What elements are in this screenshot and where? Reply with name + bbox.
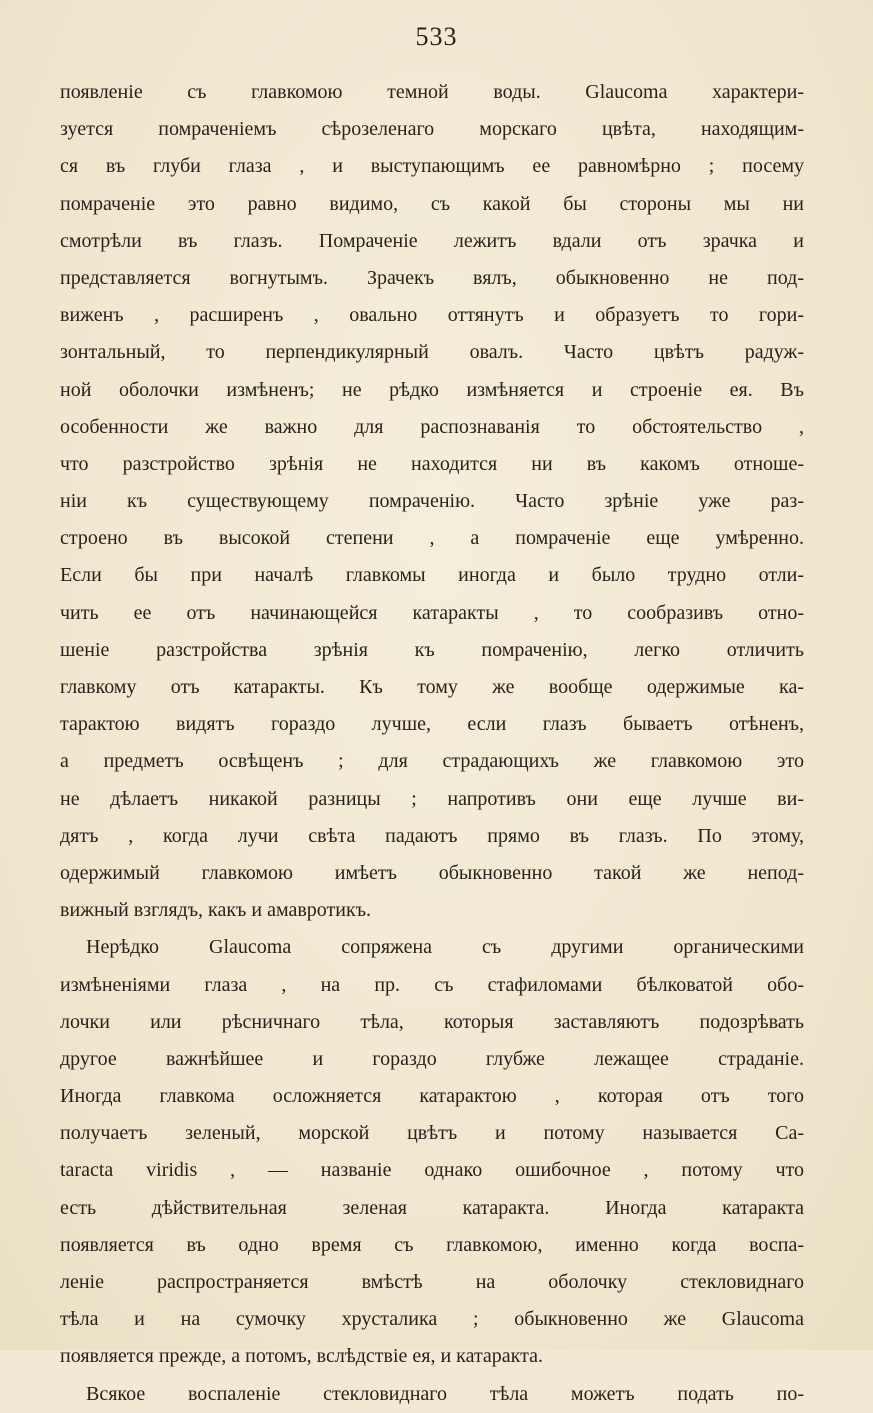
- text-line: Нерѣдко Glaucoma сопряжена съ другими органическими: [86, 936, 804, 959]
- text-line: одержимый главкомою имѣетъ обыкновенно такой же непод-: [60, 861, 804, 884]
- text-line: получаетъ зеленый, морской цвѣтъ и потому называется Ca-: [60, 1122, 804, 1145]
- text-line: что разстройство зрѣнія не находится ни въ какомъ отноше-: [60, 452, 804, 475]
- text-line: ніи къ существующему помраченію. Часто зрѣніе уже раз-: [60, 490, 804, 513]
- text-line: зуется помраченіемъ сѣрозеленаго морскаго цвѣта, находящим-: [60, 118, 804, 141]
- text-line: ной оболочки измѣненъ; не рѣдко измѣняется и строеніе ея. Въ: [60, 378, 804, 401]
- text-line: измѣненіями глаза , на пр. съ стафиломами бѣлковатой обо-: [60, 973, 804, 996]
- text-line: помраченіе это равно видимо, съ какой бы стороны мы ни: [60, 192, 804, 215]
- text-line: не дѣлаетъ никакой разницы ; напротивъ они еще лучше ви-: [60, 787, 804, 810]
- paragraph: [60, 74, 804, 929]
- text-line: дятъ , когда лучи свѣта падаютъ прямо въ глазъ. По этому,: [60, 824, 804, 847]
- text-line: зонтальный, то перпендикулярный овалъ. Часто цвѣтъ радуж-: [60, 341, 804, 364]
- text-line: вижный взглядъ, какъ и амавротикъ.: [60, 899, 372, 922]
- text-line: есть дѣйствительная зеленая катаракта. Иногда катаракта: [60, 1196, 804, 1219]
- text-line: главкому отъ катаракты. Къ тому же вообще одержимые ка-: [60, 676, 804, 698]
- text-line: taracta viridis , — названіе однако ошибочное , потому что: [60, 1159, 804, 1182]
- text-line: шеніе разстройства зрѣнія къ помраченію, легко отличить: [60, 638, 804, 661]
- text-line: лочки или рѣсничнаго тѣла, которыя заставляютъ подозрѣвать: [60, 1010, 804, 1033]
- body-text: [60, 74, 804, 1413]
- text-line: а предметъ освѣщенъ ; для страдающихъ же главкомою это: [60, 750, 804, 773]
- text-line: особенности же важно для распознаванія то обстоятельство ,: [60, 415, 804, 438]
- text-line: леніе распространяется вмѣстѣ на оболочку стекловиднаго: [60, 1271, 804, 1293]
- text-line: смотрѣли въ глазъ. Помраченіе лежитъ вдали отъ зрачка и: [60, 229, 804, 252]
- text-line: чить ее отъ начинающейся катаракты , то сообразивъ отно-: [60, 601, 804, 624]
- text-line: Всякое воспаленіе стекловиднаго тѣла можетъ подать по-: [86, 1382, 804, 1405]
- text-line: Если бы при началѣ главкомы иногда и было трудно отли-: [60, 564, 804, 587]
- paragraph: [60, 929, 804, 1375]
- text-line: появляется прежде, а потомъ, вслѣдствіе ея, и катаракта.: [60, 1345, 543, 1368]
- text-line: тѣла и на сумочку хрусталика ; обыкновенно же Glaucoma: [60, 1308, 804, 1331]
- paragraph: [60, 1376, 804, 1413]
- text-line: появленіе съ главкомою темной воды. Glaucoma характери-: [60, 81, 804, 103]
- text-line: строено въ высокой степени , а помраченіе еще умѣренно.: [60, 527, 804, 550]
- text-line: Иногда главкома осложняется катарактою , которая отъ того: [60, 1085, 804, 1108]
- text-line: ся въ глуби глаза , и выступающимъ ее равномѣрно ; посему: [60, 155, 804, 178]
- text-line: представляется вогнутымъ. Зрачекъ вялъ, обыкновенно не под-: [60, 266, 804, 289]
- text-line: тарактою видятъ гораздо лучше, если глазъ бываетъ отѣненъ,: [60, 713, 804, 736]
- text-line: виженъ , расширенъ , овально оттянутъ и образуетъ то гори-: [60, 304, 804, 327]
- page-number: 533: [415, 22, 458, 51]
- text-line: другое важнѣйшее и гораздо глубже лежащее страданіе.: [60, 1047, 804, 1070]
- text-line: появляется въ одно время съ главкомою, именно когда воспа-: [60, 1233, 804, 1256]
